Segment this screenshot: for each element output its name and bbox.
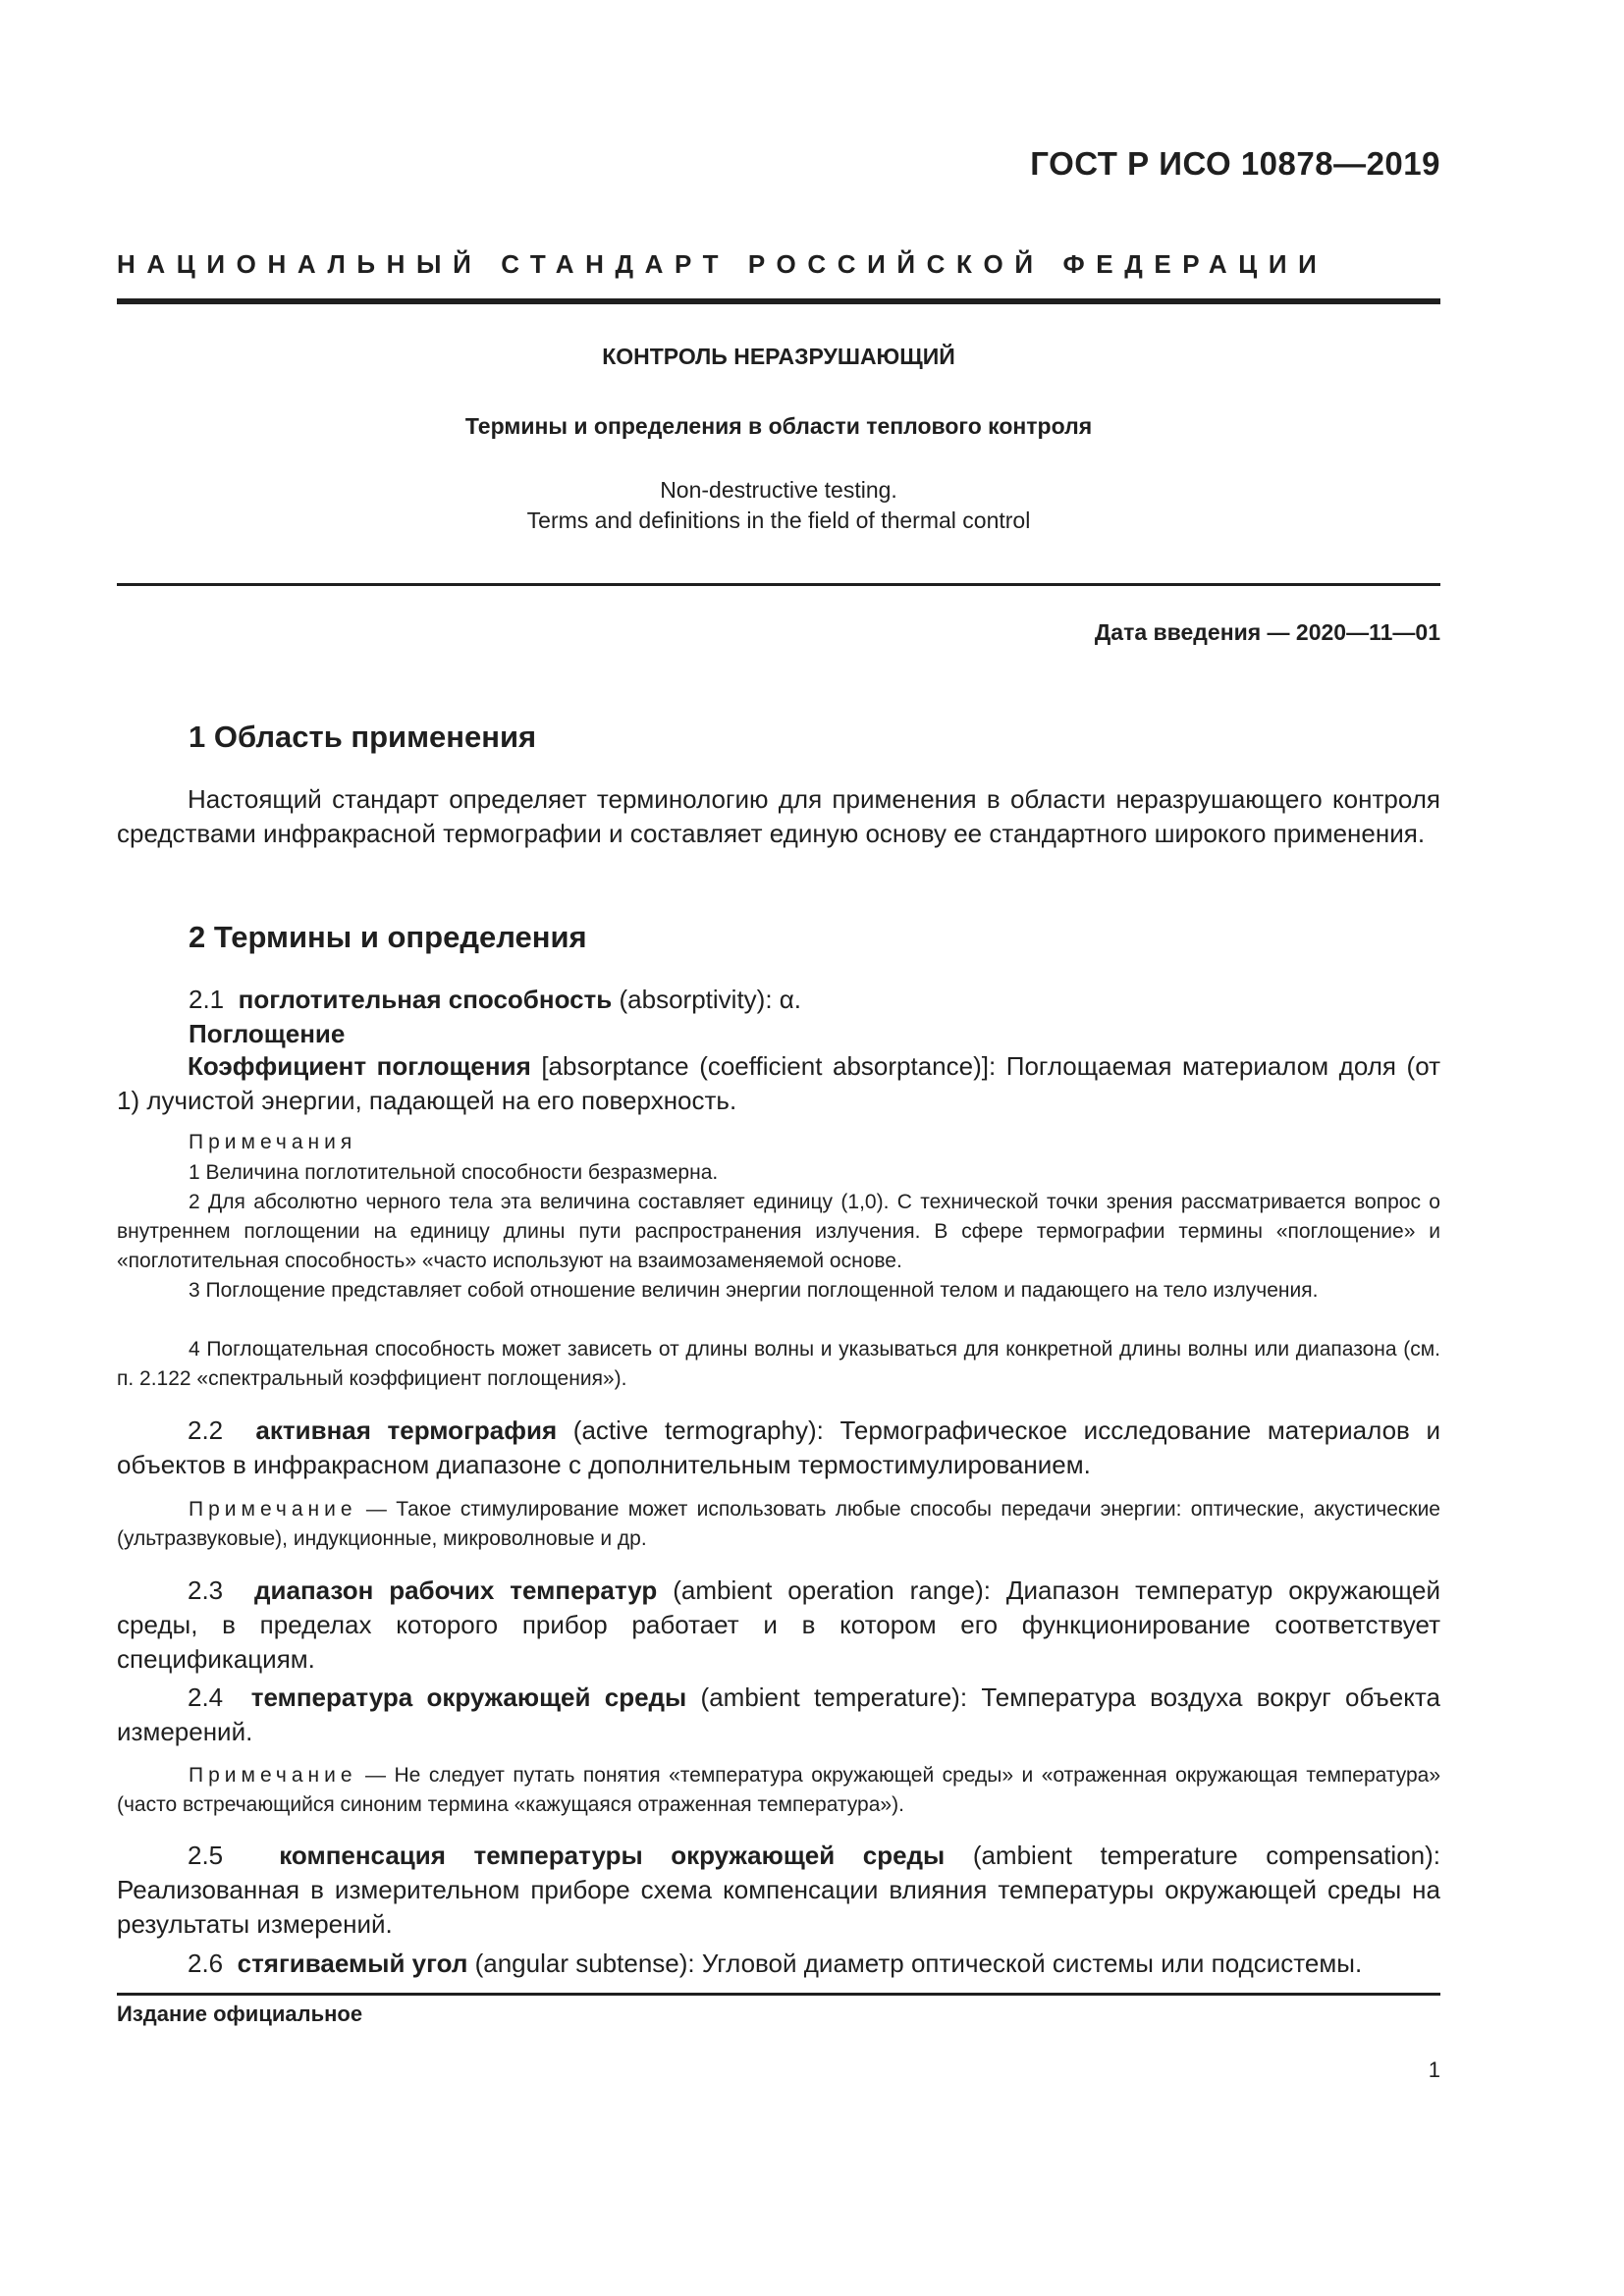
header-rule [117, 298, 1440, 304]
note-item: 3 Поглощение представляет собой отношение величин энергии поглощенной телом и падающего на тело излучения. [189, 1279, 1319, 1302]
document-page [117, 0, 1440, 2296]
term-2-1-synonym1 [189, 1019, 345, 1049]
term-number: 2.2 [188, 1415, 224, 1445]
page-number: 1 [1428, 2057, 1440, 2082]
term-number: 2.1 [189, 985, 225, 1014]
term-text: (ambient temperature compensation): Реализованная в измерительном приборе схема компенсации влияния температуры окружающей среды на результаты измерений. [117, 1841, 1440, 1939]
term-name: стягиваемый угол [237, 1949, 468, 1978]
note-text: — Не следует путать понятия «температура окружающей среды» и «отраженная окружающая температура» (часто встречающийся синоним термина «кажущаяся отраженная температура»). [117, 1764, 1440, 1816]
note-item: 1 Величина поглотительной способности безразмерна. [189, 1161, 719, 1184]
section-1-text: Настоящий стандарт определяет терминологию для применения в области неразрушающего контроля средствами инфракрасной термографии и составляет единую основу ее стандартного широкого применения. [117, 784, 1440, 848]
term-2-2 [117, 1414, 1440, 1482]
term-name: компенсация температуры окружающей среды [279, 1841, 946, 1870]
term-2-4 [117, 1681, 1440, 1749]
definition-text: [absorptance (coefficient absorptance)]: Поглощаемая материалом доля (от 1) лучистой энергии, падающей на его поверхность. [117, 1051, 1440, 1115]
term-text: (angular subtense): Угловой диаметр оптической системы или подсистемы. [474, 1949, 1363, 1978]
section-1-heading: 1 Область применения [189, 720, 537, 754]
standard-number: ГОСТ Р ИСО 10878—2019 [1030, 145, 1440, 182]
term-name: диапазон рабочих температур [254, 1575, 658, 1605]
document-subtitle: Термины и определения в области теплового контроля [464, 413, 1093, 439]
document-title: КОНТРОЛЬ НЕРАЗРУШАЮЩИЙ [602, 344, 955, 369]
term-text: (ambient operation range): Диапазон температур окружающей среды, в пределах которого прибор работает и в котором его функционирование соответствует спецификациям. [117, 1575, 1440, 1674]
term-2-1-definition [117, 1049, 1440, 1118]
term-2-5 [117, 1839, 1440, 1942]
synonym-term: Поглощение [189, 1019, 346, 1048]
term-name: температура окружающей среды [250, 1682, 687, 1712]
term-number: 2.3 [188, 1575, 224, 1605]
note-item: 2 Для абсолютно черного тела эта величина составляет единицу (1,0). С технической точки зрения рассматривается вопрос о внутреннем поглощении на единицу длины пути распространения излучения. В сфере термографии термины «поглощение» и «поглотительная способность» «часто используют на взаимозаменяемой основе. [117, 1191, 1440, 1272]
national-standard-header: НАЦИОНАЛЬНЫЙ СТАНДАРТ РОССИЙСКОЙ ФЕДЕРАЦИИ [117, 249, 1328, 279]
term-2-2-note [117, 1495, 1440, 1554]
footer-rule [117, 1993, 1440, 1996]
section-2-heading: 2 Термины и определения [189, 920, 587, 954]
term-number: 2.6 [188, 1949, 224, 1978]
term-2-3 [117, 1574, 1440, 1677]
note-item: 4 Поглощательная способность может зависеть от длины волны и указываться для конкретной длины волны или диапазона (см. п. 2.122 «спектральный коэффициент поглощения»). [117, 1338, 1440, 1390]
term-2-4-note [117, 1761, 1440, 1820]
term-name: активная термография [255, 1415, 558, 1445]
term-2-1-line [189, 985, 801, 1015]
term-text: (ambient temperature): Температура воздуха вокруг объекта измерений. [117, 1682, 1440, 1746]
english-title-line1: Non-destructive testing. [660, 477, 897, 503]
term-english: (absorptivity): α. [619, 985, 802, 1014]
term-name: поглотительная способность [238, 985, 613, 1014]
term-number: 2.5 [188, 1841, 224, 1870]
english-title-line2: Terms and definitions in the field of thermal control [526, 507, 1031, 533]
notes-heading: Примечания [189, 1131, 357, 1153]
synonym-term: Коэффициент поглощения [188, 1051, 531, 1081]
term-text: (active termography): Термографическое исследование материалов и объектов в инфракрасном диапазоне с дополнительным термостимулированием. [117, 1415, 1441, 1479]
edition-label: Издание официальное [117, 2002, 363, 2026]
term-2-6 [117, 1947, 1440, 1981]
note-text: — Такое стимулирование может использовать любые способы передачи энергии: оптические, акустические (ультразвуковые), индукционные, микроволновые и др. [117, 1498, 1440, 1550]
note-label: Примечание [189, 1498, 357, 1521]
term-number: 2.4 [188, 1682, 224, 1712]
introduction-date: Дата введения — 2020—11—01 [1094, 619, 1440, 645]
note-label: Примечание [189, 1764, 357, 1787]
title-rule [117, 583, 1440, 586]
